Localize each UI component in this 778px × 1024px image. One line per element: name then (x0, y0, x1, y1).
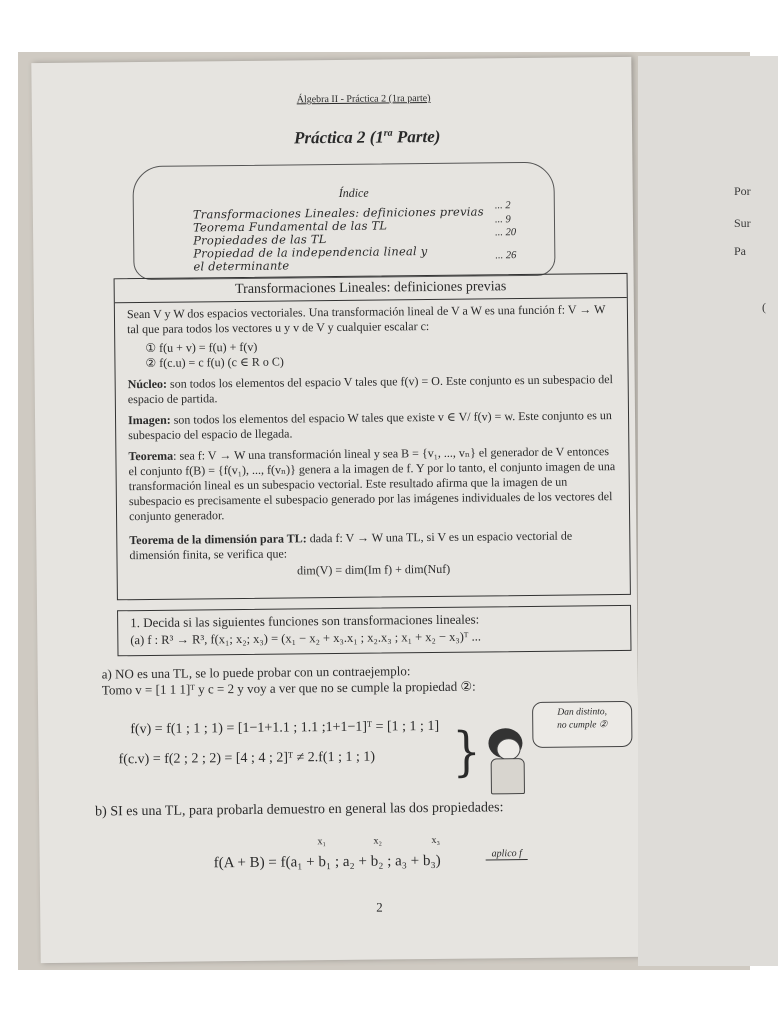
exercise-item-a: (a) f : R³ → R³, f(x₁; x₂; x₃) = (x₁ − x₂ + x₃.x₁ ; x₂.x₃ ; x₁ + x₂ − x₃)ᵀ ... (130, 629, 481, 648)
label-x1: x₁ (317, 836, 327, 848)
teorema-definition: Teorema: sea f: V → W una transformación lineal y sea B = {v₁, ..., vₙ} el generador de V entonces el conjunto f(B) = {f(v₁), ..., f(vₙ)} genera a la imagen de f. Y por lo tanto, el conjunto imagen de una transformación lineal es un subespacio vectorial. Este resultado afirma que la imagen de un subespacio es precisamente el subespacio generado por las imágenes individuales de los vectores del conjunto generador. (128, 444, 616, 524)
document-page (31, 57, 640, 963)
answer-a-line1: a) NO es una TL, se lo puede probar con un contraejemplo: (101, 663, 411, 682)
property-2: ② f(c.u) = c f(u) (c ∈ R o C) (145, 354, 284, 370)
right-fragment: Por (734, 184, 751, 198)
equation-2: f(c.v) = f(2 ; 2 ; 2) = [4 ; 4 ; 2]ᵀ ≠ 2.f(1 ; 1 ; 1) (118, 749, 376, 768)
right-fragment: Pa (734, 244, 746, 258)
right-fragment: ( (762, 300, 766, 314)
exercise-box (117, 605, 631, 656)
index-item-page: ... 26 (495, 250, 517, 262)
mafalda-face (496, 738, 520, 760)
definitions-title: Transformaciones Lineales: definiciones previas (115, 278, 627, 299)
definitions-intro: Sean V y W dos espacios vectoriales. Una transformación lineal de V a W es una función f: V → W tal que para todos los vectores u y v de V y cualquier escalar c: (126, 302, 606, 337)
property-1: ① f(u + v) = f(u) + f(v) (145, 339, 258, 355)
page-title: Práctica 2 ($1^{ra}$ Parte) (294, 126, 441, 148)
dimension-formula: dim(V) = dim(Im f) + dim(Nuf) (296, 561, 451, 578)
exercise-statement: 1. Decida si las siguientes funciones son transformaciones lineales: (130, 611, 480, 631)
mafalda-body (491, 758, 525, 794)
brace-symbol: } (452, 721, 481, 783)
label-x2: x₂ (373, 835, 383, 847)
index-item: Teorema Fundamental de las TL (192, 218, 388, 235)
imagen-definition: Imagen: son todos los elementos del espacio W tales que existe v ∈ V/ f(v) = w. Este conjunto es un subespacio del espacio de llegada. (127, 408, 612, 443)
speech-bubble: Dan distinto, no cumple ② (532, 701, 632, 748)
photo-background (18, 52, 766, 970)
index-item: Propiedad de la independencia lineal y (193, 244, 428, 261)
dimension-theorem: Teorema de la dimensión para TL: dada f: V → W una TL, si V es un espacio vectorial de dimensión finita, se verifica que: (129, 528, 573, 563)
page-header: Álgebra II - Práctica 2 (1ra parte) (296, 92, 431, 106)
index-item: Propiedades de las TL (193, 232, 327, 248)
nucleo-definition: Núcleo: son todos los elementos del espacio V tales que f(v) = O. Este conjunto es un subespacio del espacio de partida. (127, 372, 613, 407)
index-item: Transformaciones Lineales: definiciones previas (192, 204, 484, 222)
right-fragment: Sur (734, 216, 751, 230)
index-item: el determinante (193, 258, 290, 274)
next-page-edge (638, 56, 778, 966)
label-x3: x₃ (431, 834, 441, 847)
index-item-page: ... 9 (494, 214, 511, 226)
equation-3: f(A + B) = f(a₁ + b₁ ; a₂ + b₂ ; a₃ + b₃) (213, 852, 441, 872)
equation-1: f(v) = f(1 ; 1 ; 1) = [1−1+1.1 ; 1.1 ;1+1−1]ᵀ = [1 ; 1 ; 1] (130, 718, 440, 738)
page-number: 2 (376, 899, 383, 915)
index-item-page: ... 2 (494, 200, 511, 212)
answer-a-line2: Tomo v = [1 1 1]ᵀ y c = 2 y voy a ver que no se cumple la propiedad ②: (101, 678, 476, 698)
index-item-page: ... 20 (495, 227, 517, 239)
index-title: Índice (338, 185, 369, 200)
apply-f-arrow: aplico f (486, 848, 528, 860)
definitions-box (114, 273, 631, 600)
answer-b: b) SI es una TL, para probarla demuestro en general las dos propiedades: (95, 800, 504, 820)
